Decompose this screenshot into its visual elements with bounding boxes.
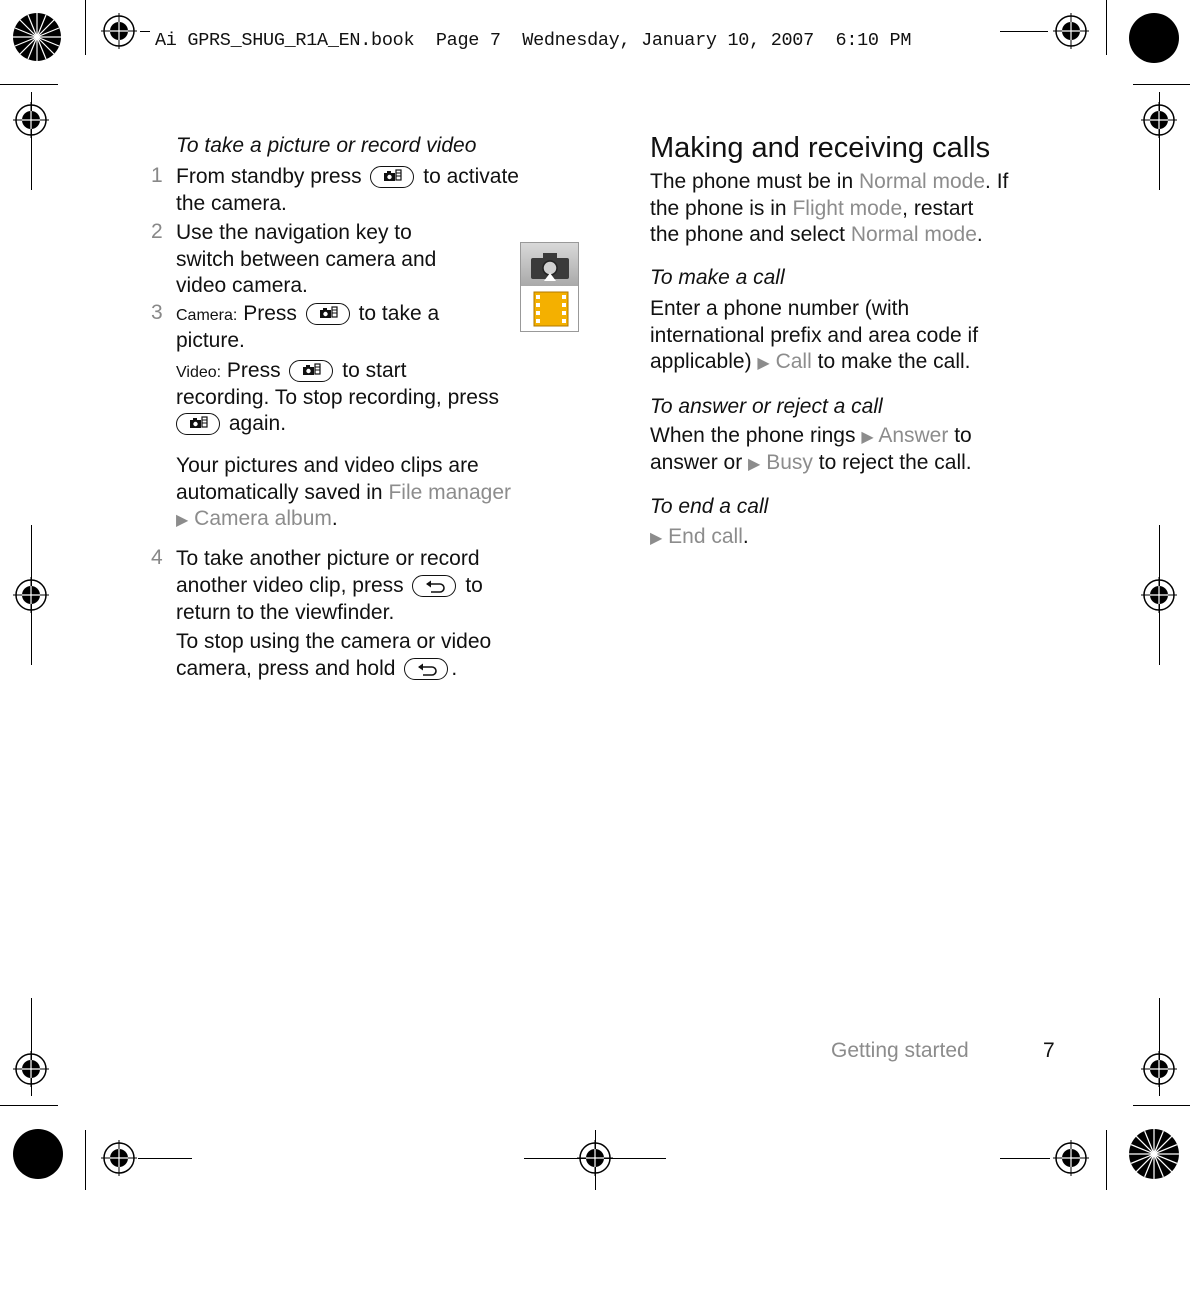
camera-key-icon [176,413,220,435]
heading-end-call: To end a call [650,495,769,518]
step1-line2: the camera. [176,192,287,215]
solid-disc-mark-icon [1128,12,1180,64]
step3-video-line3: again. [176,411,286,438]
step1-line1: From standby press to activate [176,165,519,188]
step2-line1: Use the navigation key to [176,221,412,244]
page-number: 7 [1043,1039,1055,1062]
menu-arrow-icon: ▶ [748,456,761,473]
step2-line2: switch between camera and [176,248,437,271]
registration-mark-icon [101,1140,137,1176]
registration-mark-icon [1141,577,1177,613]
camera-key-icon [370,166,414,188]
step4-line3: return to the viewfinder. [176,601,395,624]
make-line3: applicable) ▶ Call to make the call. [650,350,971,373]
registration-mark-icon [13,577,49,613]
intro-line3: the phone and select Normal mode. [650,223,983,246]
camera-key-icon [306,303,350,325]
book-header: Ai GPRS_SHUG_R1A_EN.book Page 7 Wednesday, January 10, 2007 6:10 PM [155,30,912,51]
registration-mark-icon [1141,102,1177,138]
page-title: Making and receiving calls [650,132,991,164]
end-line1: ▶ End call. [650,525,749,548]
intro-line1: The phone must be in Normal mode. If [650,170,1009,193]
intro-line2: the phone is in Flight mode, restart [650,197,974,220]
step-number: 1 [151,164,163,187]
note-line3: ▶ Camera album. [176,507,338,530]
step3-camera-line2: picture. [176,329,245,352]
menu-arrow-icon: ▶ [650,530,663,547]
menu-arrow-icon: ▶ [757,355,770,372]
heading-make-call: To make a call [650,266,785,289]
step4-line1: To take another picture or record [176,547,480,570]
step3-camera-line1: Camera: Press to take a [176,302,440,325]
step3-video-line1: Video: Press to start [176,359,407,382]
answer-line2: answer or ▶ Busy to reject the call. [650,451,972,474]
back-key-icon [412,575,456,597]
camera-icon [529,251,571,281]
step2-line3: video camera. [176,274,308,297]
make-line2: international prefix and area code if [650,324,979,347]
starburst-mark-icon [12,12,62,62]
step3-video-line2: recording. To stop recording, press [176,386,499,409]
make-line1: Enter a phone number (with [650,297,910,320]
registration-mark-icon [1053,13,1089,49]
note-line1: Your pictures and video clips are [176,454,479,477]
registration-mark-icon [13,102,49,138]
answer-line1: When the phone rings ▶ Answer to [650,424,972,447]
step-number: 3 [151,301,163,324]
registration-mark-icon [13,1051,49,1087]
menu-file-manager: File manager [388,481,512,504]
menu-camera-album: Camera album [194,507,332,530]
step4-line4: To stop using the camera or video [176,630,492,653]
starburst-mark-icon [1128,1128,1180,1180]
registration-mark-icon [101,13,137,49]
solid-disc-mark-icon [12,1128,64,1180]
footer-section: Getting started [831,1039,969,1062]
heading-answer-call: To answer or reject a call [650,395,883,418]
step4-line2: another video clip, press to [176,574,483,597]
registration-mark-icon [577,1140,613,1176]
note-line2: automatically saved in File manager [176,481,512,504]
step-number: 2 [151,220,163,243]
registration-mark-icon [1141,1051,1177,1087]
video-icon [533,291,569,327]
registration-mark-icon [1053,1140,1089,1176]
camera-video-toggle-illustration [520,242,579,332]
back-key-icon [404,658,448,680]
section-heading-camera: To take a picture or record video [176,134,477,157]
camera-key-icon [289,360,333,382]
step4-line5: camera, press and hold . [176,657,458,680]
step-number: 4 [151,546,163,569]
menu-arrow-icon: ▶ [861,429,874,446]
menu-arrow-icon: ▶ [176,512,189,529]
